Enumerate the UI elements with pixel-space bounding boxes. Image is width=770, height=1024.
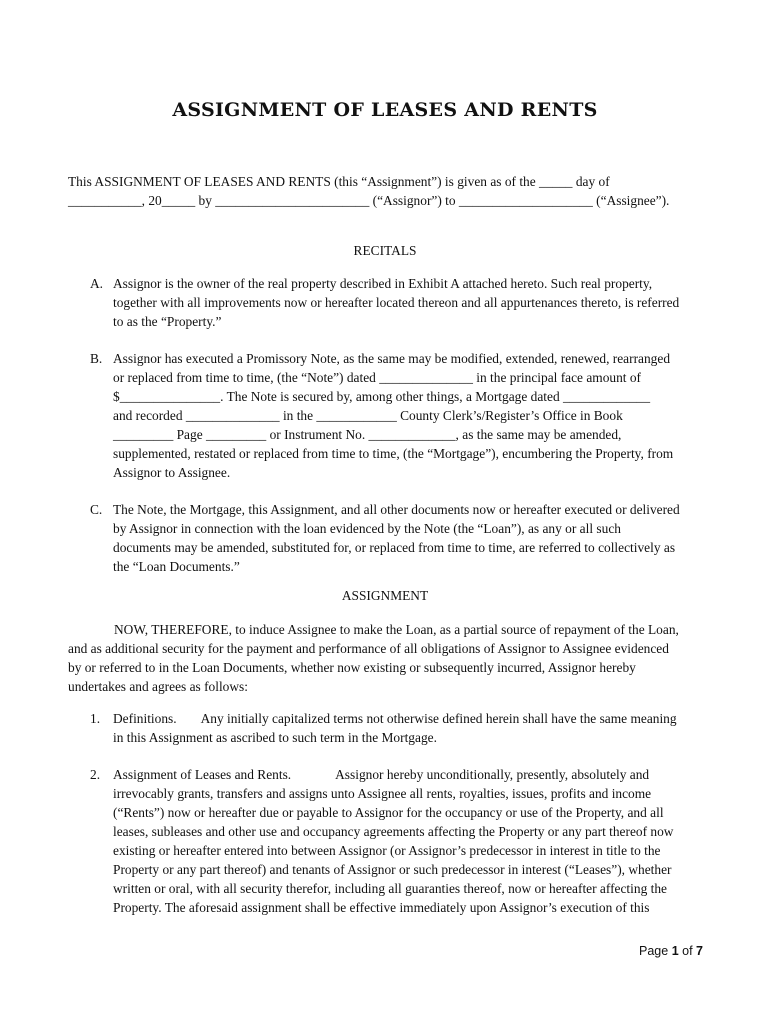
paragraph-line: by or referred to in the Loan Documents, whether now existing or subsequently incurred, Assignor hereby (68, 660, 636, 675)
section-first-line (113, 765, 730, 784)
section-line: (“Rents”) now or hereafter due or payable to Assignor for the occupancy or use of the Property, and all (113, 805, 664, 820)
section-heading: Definitions. (113, 711, 177, 726)
total-pages: 7 (696, 944, 703, 958)
recital-line: documents may be amended, substituted for, or replaced from time to time, are referred to collectively as (113, 540, 676, 555)
recital-line: _________ Page _________ or Instrument No. _____________, as the same may be amended, (113, 427, 622, 442)
document-title: ASSIGNMENT OF LEASES AND RENTS (172, 99, 598, 121)
intro-paragraph (68, 172, 718, 210)
section-text: Any initially capitalized terms not otherwise defined herein shall have the same meaning (200, 711, 677, 726)
recital-line: or replaced from time to time, (the “Note”) dated ______________ in the principal face amount of (113, 370, 642, 385)
assignment-paragraph (68, 620, 708, 696)
section-text: Assignor hereby unconditionally, presently, absolutely and (335, 767, 650, 782)
section-line: existing or hereafter entered into between Assignor (or Assignor’s predecessor in interest in title to the (113, 843, 661, 858)
section-label: 1. (90, 711, 101, 726)
recital-label: C. (90, 502, 103, 517)
current-page: 1 (671, 944, 679, 958)
recital-label: B. (90, 351, 103, 366)
recital-line: supplemented, restated or replaced from time to time, (the “Mortgage”), encumbering the Property, from (113, 446, 674, 461)
recital-line: $_______________. The Note is secured by, among other things, a Mortgage dated _____________ (113, 389, 651, 404)
section-heading: Assignment of Leases and Rents. (113, 767, 292, 782)
recital-line: together with all improvements now or hereafter located thereon and all appurtenances thereto, is referred (113, 295, 680, 310)
page-word: Page (639, 944, 669, 958)
assignment-heading: ASSIGNMENT (341, 588, 429, 603)
paragraph-line: undertakes and agrees as follows: (68, 679, 248, 694)
recital-line: and recorded ______________ in the ____________ County Clerk’s/Register’s Office in Book (113, 408, 623, 423)
paragraph-line: NOW, THEREFORE, to induce Assignee to make the Loan, as a partial source of repayment of the Loan, (114, 622, 679, 637)
section-first-line (113, 709, 730, 728)
recital-body (113, 274, 730, 331)
section-line: Property or any part thereof) and tenants of Assignor or such predecessor in interest (“Leases”), whether (113, 862, 672, 877)
section-1 (90, 709, 730, 747)
intro-line: This ASSIGNMENT OF LEASES AND RENTS (this “Assignment”) is given as of the _____ day of (68, 174, 610, 189)
section-label: 2. (90, 767, 101, 782)
section-body (113, 709, 730, 747)
section-body (113, 765, 730, 917)
section-2 (90, 765, 730, 917)
recital-body (113, 500, 730, 576)
recital-c (90, 500, 730, 576)
recital-line: Assignor to Assignee. (113, 465, 231, 480)
recital-a (90, 274, 730, 331)
section-line: Property. The aforesaid assignment shall be effective immediately upon Assignor’s execution of this (113, 900, 650, 915)
recital-line: Assignor is the owner of the real property described in Exhibit A attached hereto. Such real property, (113, 276, 653, 291)
recitals-heading: RECITALS (353, 243, 417, 258)
recital-line: the “Loan Documents.” (113, 559, 240, 574)
recital-line: to as the “Property.” (113, 314, 222, 329)
recital-line: The Note, the Mortgage, this Assignment, and all other documents now or hereafter executed or delivered (113, 502, 680, 517)
of-word: of (682, 944, 693, 958)
recital-line: Assignor has executed a Promissory Note, as the same may be modified, extended, renewed, rearranged (113, 351, 671, 366)
section-line: leases, subleases and other use and occupancy agreements affecting the Property or any part thereof now (113, 824, 674, 839)
section-line: in this Assignment as ascribed to such term in the Mortgage. (113, 730, 437, 745)
intro-line: ___________, 20_____ by _______________________ (“Assignor”) to ____________________ (“Assignee”). (68, 193, 670, 208)
paragraph-line: and as additional security for the payment and performance of all obligations of Assignor to Assignee evidenced (68, 641, 669, 656)
recital-b (90, 349, 730, 482)
recital-label: A. (90, 276, 104, 291)
recital-line: by Assignor in connection with the loan evidenced by the Note (the “Loan”), as any or all such (113, 521, 621, 536)
section-line: written or oral, with all security therefor, including all guaranties thereof, now or hereafter affecting the (113, 881, 667, 896)
recital-body (113, 349, 730, 482)
page-number-footer (639, 944, 703, 958)
section-line: irrevocably grants, transfers and assigns unto Assignee all rents, royalties, issues, profits and income (113, 786, 652, 801)
